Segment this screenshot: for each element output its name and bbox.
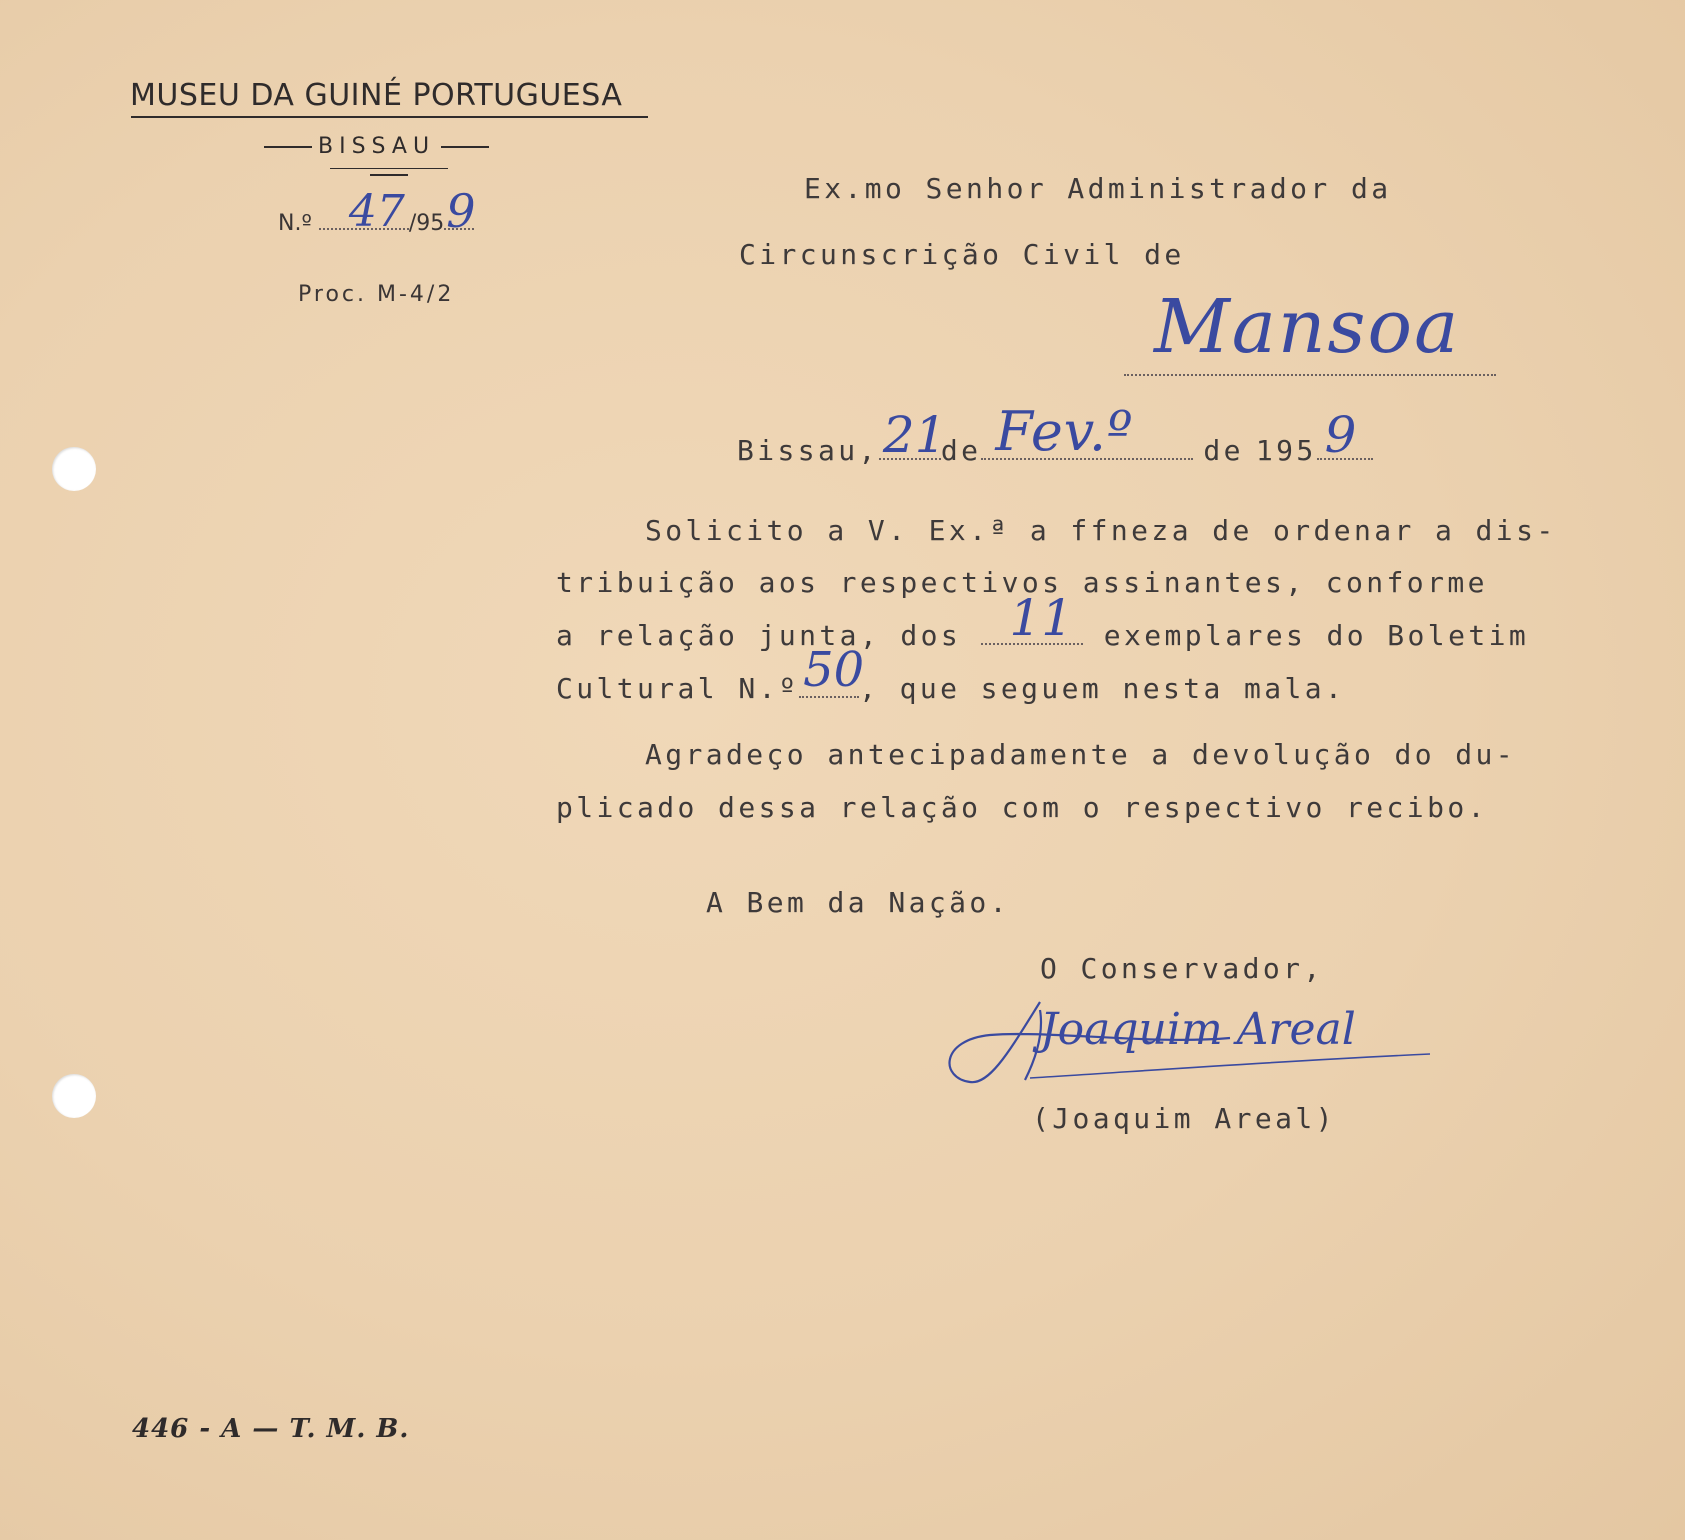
letterhead-city bbox=[258, 134, 495, 159]
number-year-prefix: /95 bbox=[408, 211, 445, 236]
handwritten-number: 47 bbox=[348, 186, 405, 237]
body-line-4-end: , que seguem nesta mala. bbox=[859, 672, 1346, 705]
body-line-3-end: exemplares do Boletim bbox=[1103, 619, 1530, 652]
date-prefix: Bissau, bbox=[737, 434, 879, 467]
handwritten-month: Fev.º bbox=[995, 400, 1134, 463]
body-line-5: Agradeço antecipadamente a devolução do du- bbox=[645, 738, 1517, 771]
closing-salutation: A Bem da Nação. bbox=[706, 886, 1010, 919]
letterhead-rule bbox=[330, 168, 448, 169]
body-line-1: Solicito a V. Ex.ª a ffneza de ordenar a dis- bbox=[645, 514, 1557, 547]
addressee-line-1: Ex.mo Senhor Administrador da bbox=[804, 172, 1392, 205]
addressee-place-field bbox=[1124, 284, 1496, 376]
city-dash-left bbox=[264, 146, 312, 148]
addressee-line-2: Circunscrição Civil de bbox=[739, 238, 1185, 271]
process-reference: Proc. M-4/2 bbox=[298, 282, 455, 307]
body-line-2: tribuição aos respectivos assinantes, conforme bbox=[556, 566, 1488, 599]
signature-text: Joaquim Areal bbox=[1040, 1004, 1356, 1055]
handwritten-day: 21 bbox=[882, 406, 947, 464]
body-line-3 bbox=[556, 589, 1530, 652]
year-digit-field bbox=[1317, 406, 1373, 464]
reference-number bbox=[278, 184, 476, 238]
punch-hole-top bbox=[52, 447, 96, 491]
signatory-name: (Joaquim Areal) bbox=[1032, 1102, 1336, 1135]
city-label: BISSAU bbox=[318, 134, 436, 159]
date-de-2: de bbox=[1203, 434, 1244, 467]
body-line-4-start: Cultural N.º bbox=[556, 672, 800, 705]
handwritten-copies: 11 bbox=[1009, 589, 1074, 647]
body-line-6: plicado dessa relação com o respectivo recibo. bbox=[556, 791, 1488, 824]
number-label: N.º bbox=[278, 211, 312, 236]
day-field bbox=[879, 406, 947, 464]
issue-field bbox=[799, 642, 865, 698]
handwritten-place: Mansoa bbox=[1154, 284, 1461, 370]
city-dash-right bbox=[441, 146, 489, 148]
number-field bbox=[319, 186, 409, 237]
handwritten-issue: 50 bbox=[803, 642, 865, 698]
date-de-1: de bbox=[940, 434, 982, 467]
form-code: 446 - A — T. M. B. bbox=[132, 1414, 410, 1444]
body-line-3-start: a relação junta, dos bbox=[556, 619, 962, 652]
date-year-prefix: 195 bbox=[1255, 434, 1317, 467]
body-line-4 bbox=[556, 642, 1346, 705]
letterhead-underline bbox=[131, 116, 648, 118]
copies-field bbox=[981, 589, 1083, 647]
month-field bbox=[981, 400, 1193, 463]
museum-name: MUSEU DA GUINÉ PORTUGUESA bbox=[130, 78, 623, 113]
closing-title: O Conservador, bbox=[1040, 952, 1324, 985]
punch-hole-bottom bbox=[52, 1074, 96, 1118]
handwritten-year-digit: 9 bbox=[446, 184, 476, 238]
date-line bbox=[737, 400, 1373, 467]
year-field bbox=[444, 184, 476, 238]
letterhead-rule-small bbox=[370, 174, 408, 176]
handwritten-date-year: 9 bbox=[1324, 406, 1357, 464]
